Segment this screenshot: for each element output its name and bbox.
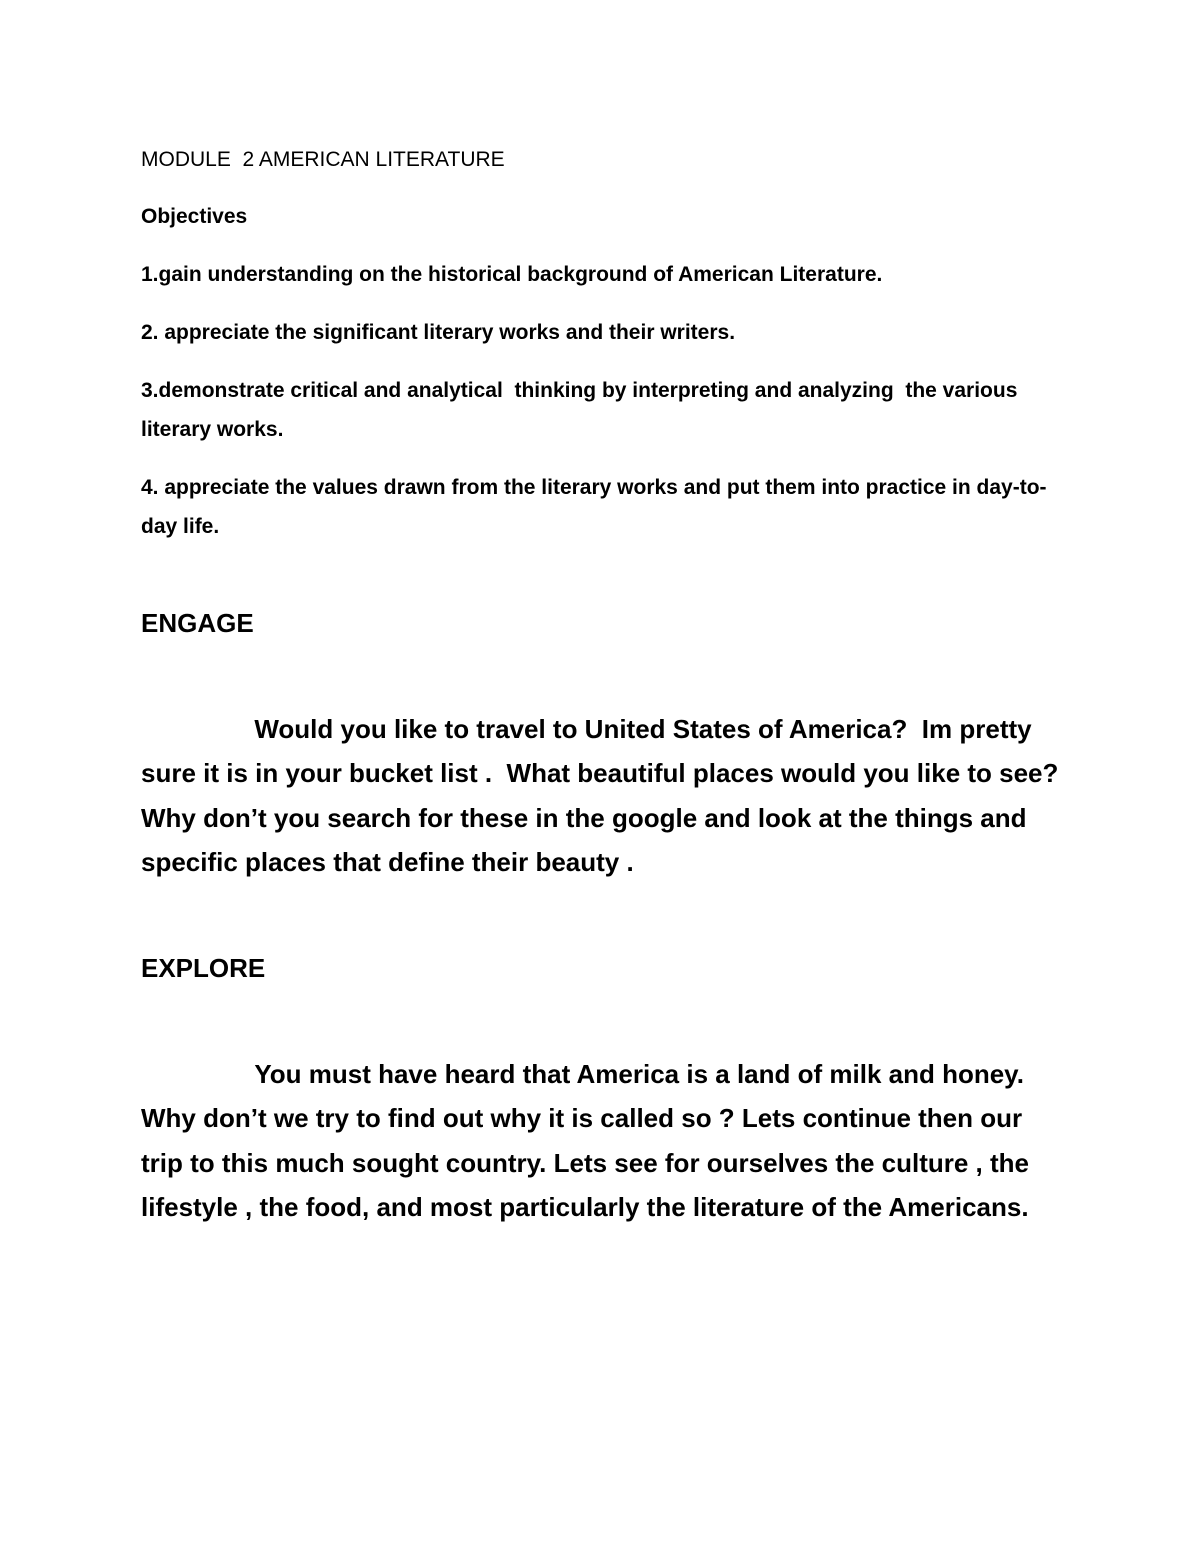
module-title: MODULE 2 AMERICAN LITERATURE <box>141 148 505 171</box>
section-heading-explore: EXPLORE <box>141 953 266 983</box>
objective-item-4: 4. appreciate the values drawn from the literary works and put them into practice in day-to-day life. <box>141 476 1047 538</box>
section-paragraph-explore <box>141 1007 1066 1274</box>
engage-paragraph-text: Would you like to travel to United States of America? Im pretty sure it is in your bucket list . What beautiful places would you like to see? Why don’t you search for these in the google and look at the things and specific places that define their beauty . <box>141 713 1066 877</box>
section-paragraph-engage <box>141 662 1066 929</box>
objective-item-3: 3.demonstrate critical and analytical thinking by interpreting and analyzing the various literary works. <box>141 379 1024 441</box>
objective-item-1: 1.gain understanding on the historical background of American Literature. <box>141 263 883 286</box>
objectives-heading: Objectives <box>141 205 248 228</box>
document-content <box>141 140 1066 1274</box>
explore-paragraph-text: You must have heard that America is a land of milk and honey. Why don’t we try to find out why it is called so ? Lets continue then our trip to this much sought country. Lets see for ourselves the culture , the lifestyle , the food, and most particularly the literature of the Americans. <box>141 1058 1037 1222</box>
objective-item-2: 2. appreciate the significant literary works and their writers. <box>141 321 736 344</box>
section-heading-engage: ENGAGE <box>141 608 254 638</box>
